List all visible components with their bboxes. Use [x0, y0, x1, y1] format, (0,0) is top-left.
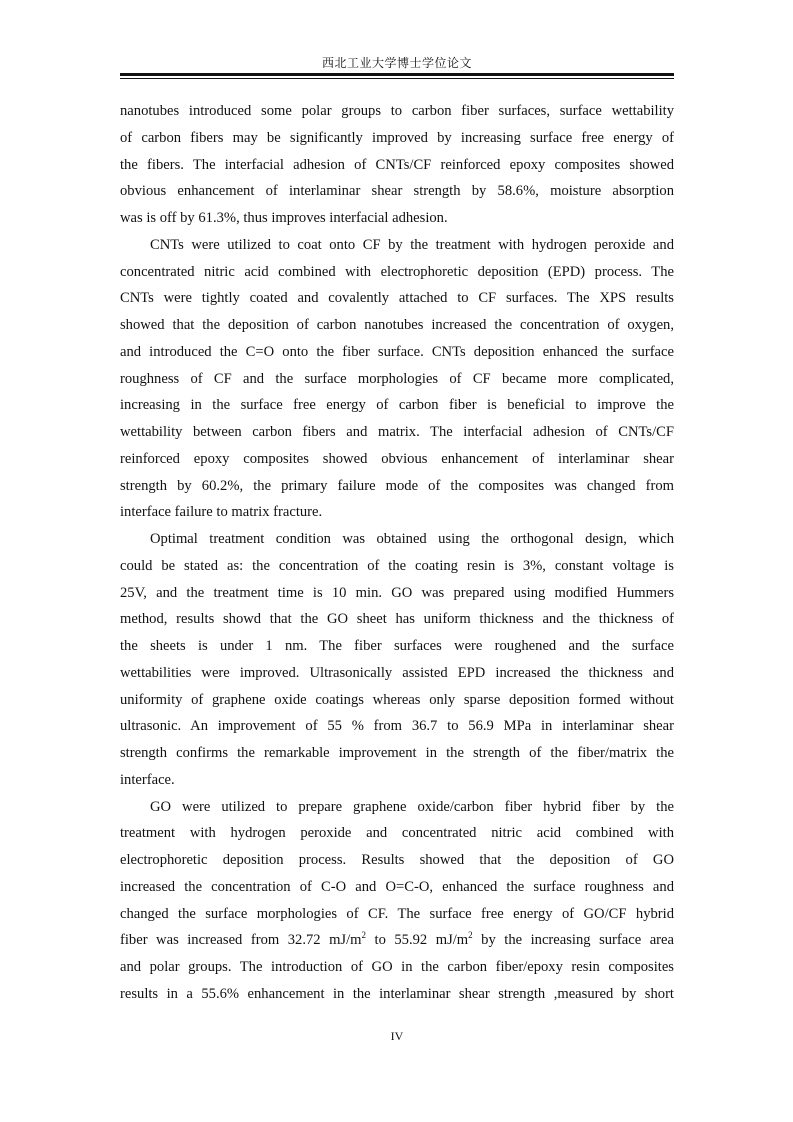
text-segment: by the increasing surface area	[472, 932, 674, 949]
text-line: roughness of CF and the surface morphologies of CF became more complicated,	[120, 370, 674, 387]
text-line: changed the surface morphologies of CF. The surface free energy of GO/CF hybrid	[120, 905, 674, 922]
text-line: of carbon fibers may be significantly improved by increasing surface free energy of	[120, 129, 674, 146]
body-text	[120, 98, 674, 1008]
text-line: GO were utilized to prepare graphene oxide/carbon fiber hybrid fiber by the	[150, 798, 674, 815]
paragraph-4	[120, 794, 674, 1008]
thesis-header-title: 西北工业大学博士学位论文	[321, 56, 472, 70]
text-line: the fibers. The interfacial adhesion of CNTs/CF reinforced epoxy composites showed	[120, 156, 674, 173]
text-line: wettability between carbon fibers and matrix. The interfacial adhesion of CNTs/CF	[120, 424, 674, 440]
text-line: CNTs were tightly coated and covalently attached to CF surfaces. The XPS results	[120, 290, 674, 307]
text-line: wettabilities were improved. Ultrasonically assisted EPD increased the thickness and	[120, 664, 674, 681]
paragraph-2	[120, 232, 674, 526]
text-line: interface failure to matrix fracture.	[120, 504, 323, 521]
text-line: increased the concentration of C-O and O=C-O, enhanced the surface roughness and	[120, 878, 674, 895]
text-line: method, results showd that the GO sheet has uniform thickness and the thickness of	[120, 611, 674, 628]
paragraph-1	[120, 98, 674, 232]
text-line: Optimal treatment condition was obtained using the orthogonal design, which	[150, 531, 674, 547]
text-line: results in a 55.6% enhancement in the interlaminar shear strength ,measured by short	[120, 985, 674, 1002]
text-line: electrophoretic deposition process. Results showed that the deposition of GO	[120, 852, 674, 868]
text-segment: fiber was increased from 32.72 mJ/m	[120, 932, 362, 949]
superscript: 2	[468, 930, 473, 941]
text-line: the sheets is under 1 nm. The fiber surfaces were roughened and the surface	[120, 638, 674, 654]
text-line: 25V, and the treatment time is 10 min. GO was prepared using modified Hummers	[120, 584, 674, 601]
text-line: interface.	[120, 771, 175, 788]
text-line: treatment with hydrogen peroxide and concentrated nitric acid combined with	[120, 825, 674, 842]
text-line: strength by 60.2%, the primary failure mode of the composites was changed from	[120, 477, 674, 494]
text-line: ultrasonic. An improvement of 55 % from 36.7 to 56.9 MPa in interlaminar shear	[120, 718, 674, 735]
text-line: uniformity of graphene oxide coatings whereas only sparse deposition formed without	[120, 691, 674, 708]
text-line: and polar groups. The introduction of GO in the carbon fiber/epoxy resin composites	[120, 959, 674, 975]
text-line: increasing in the surface free energy of carbon fiber is beneficial to improve the	[120, 397, 674, 414]
text-line: CNTs were utilized to coat onto CF by the treatment with hydrogen peroxide and	[150, 236, 674, 253]
text-line: nanotubes introduced some polar groups to carbon fiber surfaces, surface wettability	[120, 103, 674, 119]
header-rule-thick	[120, 73, 674, 76]
header-rule-thin	[120, 78, 674, 79]
text-line: and introduced the C=O onto the fiber surface. CNTs deposition enhanced the surface	[120, 343, 674, 360]
paragraph-3	[120, 526, 674, 794]
text-line: was is off by 61.3%, thus improves interfacial adhesion.	[120, 210, 448, 226]
superscript: 2	[361, 930, 367, 941]
text-line: concentrated nitric acid combined with electrophoretic deposition (EPD) process. The	[120, 263, 674, 280]
text-line: could be stated as: the concentration of the coating resin is 3%, constant voltage is	[120, 557, 674, 574]
text-line-with-superscript	[120, 927, 674, 954]
page-number: IV	[390, 1029, 404, 1043]
text-line: showed that the deposition of carbon nanotubes increased the concentration of oxygen,	[120, 317, 674, 333]
text-line: strength confirms the remarkable improvement in the strength of the fiber/matrix the	[120, 745, 674, 761]
text-segment: to 55.92 mJ/m	[366, 932, 469, 949]
text-line: obvious enhancement of interlaminar shear strength by 58.6%, moisture absorption	[120, 183, 674, 200]
text-line: reinforced epoxy composites showed obvious enhancement of interlaminar shear	[120, 450, 674, 467]
